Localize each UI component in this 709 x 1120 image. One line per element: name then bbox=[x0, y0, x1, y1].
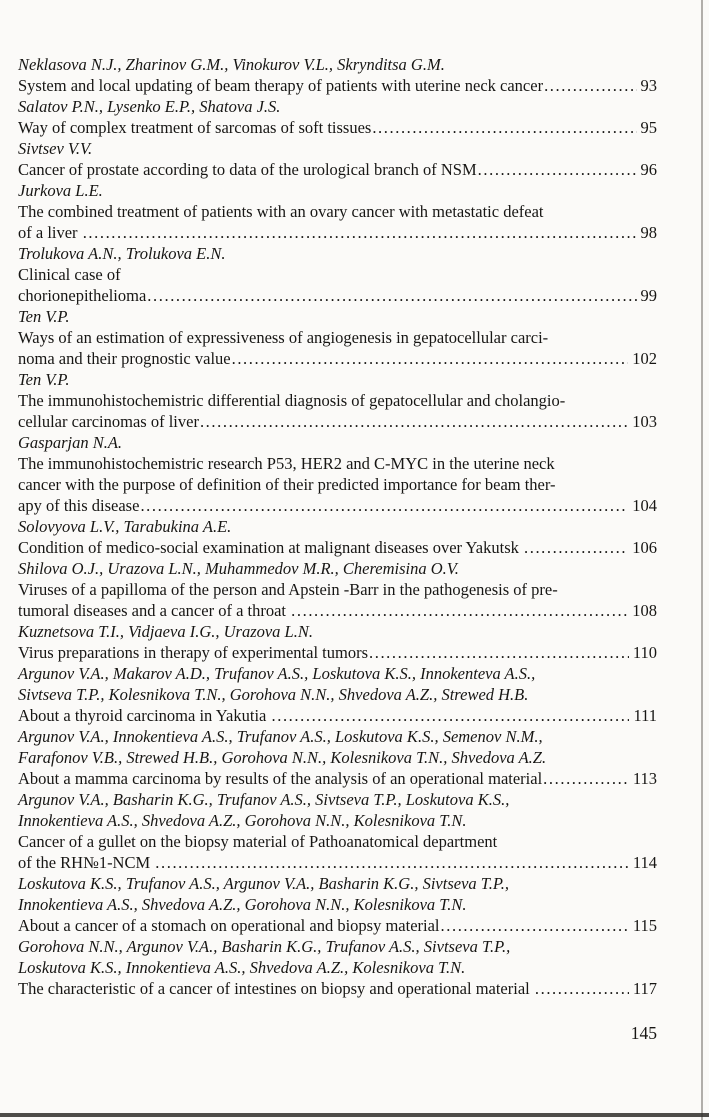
dot-leader bbox=[524, 537, 628, 558]
entry-title-text: System and local updating of beam therapy of patients with uterine neck cancer bbox=[18, 76, 544, 95]
entry-title-text: Virus preparations in therapy of experimental tumors bbox=[18, 643, 368, 662]
entry-author-line: Gorohova N.N., Argunov V.A., Basharin K.G., Trufanov A.S., Sivtseva T.P., bbox=[18, 937, 511, 956]
dot-leader bbox=[200, 411, 628, 432]
dot-leader bbox=[372, 117, 636, 138]
entry-page-number: 103 bbox=[632, 412, 657, 431]
entry-title-line: The combined treatment of patients with an ovary cancer with metastatic defeat bbox=[18, 202, 544, 221]
entry-page-number: 111 bbox=[633, 706, 657, 725]
toc-entry bbox=[18, 369, 657, 432]
entry-author-line: Ten V.P. bbox=[18, 370, 70, 389]
entry-author-line: Sivtsev V.V. bbox=[18, 139, 93, 158]
entry-title-last-line bbox=[18, 222, 657, 243]
entry-author-line: Ten V.P. bbox=[18, 307, 70, 326]
entry-page-number: 102 bbox=[632, 349, 657, 368]
toc-entry bbox=[18, 54, 657, 96]
entry-title-text: apy of this disease bbox=[18, 496, 140, 515]
dot-leader bbox=[140, 495, 628, 516]
entry-page-number: 115 bbox=[632, 916, 657, 935]
entry-author-line: Argunov V.A., Makarov A.D., Trufanov A.S., Loskutova K.S., Innokenteva A.S., bbox=[18, 664, 536, 683]
dot-leader bbox=[369, 642, 629, 663]
entry-page-number: 104 bbox=[632, 496, 657, 515]
entry-title-text: of a liver bbox=[18, 223, 82, 242]
entry-author-line: Farafonov V.B., Strewed H.B., Gorohova N.N., Kolesnikova T.N., Shvedova A.Z. bbox=[18, 748, 547, 767]
entry-author-line: Innokentieva A.S., Shvedova A.Z., Gorohova N.N., Kolesnikova T.N. bbox=[18, 811, 467, 830]
entry-author-line: Trolukova A.N., Trolukova E.N. bbox=[18, 244, 226, 263]
entry-page-number: 108 bbox=[632, 601, 657, 620]
entry-page-number: 113 bbox=[632, 769, 657, 788]
entry-author-line: Argunov V.A., Innokentieva A.S., Trufanov A.S., Loskutova K.S., Semenov N.M., bbox=[18, 727, 543, 746]
entry-author-line: Gasparjan N.A. bbox=[18, 433, 123, 452]
entry-author-line: Neklasova N.J., Zharinov G.M., Vinokurov V.L., Skrynditsa G.M. bbox=[18, 55, 445, 74]
entry-title-text: The characteristic of a cancer of intestines on biopsy and operational material bbox=[18, 979, 534, 998]
dot-leader bbox=[544, 75, 636, 96]
entry-title-line: Clinical case of bbox=[18, 265, 121, 284]
entry-title-last-line bbox=[18, 915, 657, 936]
toc-entry bbox=[18, 516, 657, 558]
dot-leader bbox=[155, 852, 629, 873]
dot-leader bbox=[535, 978, 629, 999]
entry-title-text: About a cancer of a stomach on operational and biopsy material bbox=[18, 916, 440, 935]
entry-title-line: Cancer of a gullet on the biopsy material of Pathoanatomical department bbox=[18, 832, 498, 851]
entry-title-last-line bbox=[18, 285, 657, 306]
entry-title-line: Ways of an estimation of expressiveness of angiogenesis in gepatocellular carci- bbox=[18, 328, 549, 347]
entry-author-line: Solovyova L.V., Tarabukina A.E. bbox=[18, 517, 232, 536]
dot-leader bbox=[83, 222, 637, 243]
entry-author-line: Jurkova L.E. bbox=[18, 181, 103, 200]
entry-author-line: Innokentieva A.S., Shvedova A.Z., Gorohova N.N., Kolesnikova T.N. bbox=[18, 895, 467, 914]
toc-entry bbox=[18, 138, 657, 180]
entry-title-last-line bbox=[18, 75, 657, 96]
toc-entry bbox=[18, 558, 657, 621]
toc-entry bbox=[18, 936, 657, 999]
toc-entry bbox=[18, 243, 657, 306]
entry-title-text: Condition of medico-social examination at malignant diseases over Yakutsk bbox=[18, 538, 523, 557]
entry-page-number: 93 bbox=[640, 76, 657, 95]
entry-title-text: Way of complex treatment of sarcomas of soft tissues bbox=[18, 118, 372, 137]
entry-page-number: 110 bbox=[632, 643, 657, 662]
entry-title-text: noma and their prognostic value bbox=[18, 349, 231, 368]
entry-page-number: 98 bbox=[640, 223, 657, 242]
dot-leader bbox=[478, 159, 637, 180]
entry-page-number: 96 bbox=[640, 160, 657, 179]
entry-title-last-line bbox=[18, 117, 657, 138]
entry-title-text: of the RH№1-NCM bbox=[18, 853, 155, 872]
entry-title-text: Cancer of prostate according to data of the urological branch of NSM bbox=[18, 160, 477, 179]
entry-author-line: Argunov V.A., Basharin K.G., Trufanov A.S., Sivtseva T.P., Loskutova K.S., bbox=[18, 790, 510, 809]
entry-author-line: Sivtseva T.P., Kolesnikova T.N., Gorohova N.N., Shvedova A.Z., Strewed H.B. bbox=[18, 685, 529, 704]
toc-entry bbox=[18, 789, 657, 873]
entry-title-line: Viruses of a papilloma of the person and Apstein -Barr in the pathogenesis of pre- bbox=[18, 580, 558, 599]
entry-title-text: chorionepithelioma bbox=[18, 286, 147, 305]
dot-leader bbox=[232, 348, 629, 369]
entry-author-line: Loskutova K.S., Trufanov A.S., Argunov V.A., Basharin K.G., Sivtseva T.P., bbox=[18, 874, 510, 893]
entry-title-last-line bbox=[18, 768, 657, 789]
dot-leader bbox=[441, 915, 629, 936]
entry-title-line: The immunohistochemistric research P53, HER2 and C-MYC in the uterine neck bbox=[18, 454, 555, 473]
entry-author-line: Salatov P.N., Lysenko E.P., Shatova J.S. bbox=[18, 97, 281, 116]
entry-title-text: About a thyroid carcinoma in Yakutia bbox=[18, 706, 271, 725]
entry-title-text: tumoral diseases and a cancer of a throat bbox=[18, 601, 291, 620]
entry-author-line: Loskutova K.S., Innokentieva A.S., Shvedova A.Z., Kolesnikova T.N. bbox=[18, 958, 466, 977]
entry-title-last-line bbox=[18, 159, 657, 180]
entry-title-text: About a mamma carcinoma by results of the analysis of an operational material bbox=[18, 769, 543, 788]
toc-entries bbox=[18, 54, 657, 999]
entry-page-number: 95 bbox=[640, 118, 657, 137]
toc-entry bbox=[18, 432, 657, 516]
entry-page-number: 99 bbox=[640, 286, 657, 305]
toc-entry bbox=[18, 621, 657, 663]
entry-title-last-line bbox=[18, 642, 657, 663]
entry-title-line: cancer with the purpose of definition of their predicted importance for beam ther- bbox=[18, 475, 556, 494]
entry-title-last-line bbox=[18, 411, 657, 432]
entry-title-last-line bbox=[18, 537, 657, 558]
toc-entry bbox=[18, 180, 657, 243]
entry-page-number: 106 bbox=[632, 538, 657, 557]
entry-title-last-line bbox=[18, 495, 657, 516]
entry-page-number: 117 bbox=[632, 979, 657, 998]
entry-title-last-line bbox=[18, 978, 657, 999]
dot-leader bbox=[272, 705, 630, 726]
entry-title-line: The immunohistochemistric differential diagnosis of gepatocellular and cholangio- bbox=[18, 391, 566, 410]
toc-entry bbox=[18, 306, 657, 369]
entry-title-last-line bbox=[18, 852, 657, 873]
entry-title-last-line bbox=[18, 348, 657, 369]
entry-author-line: Shilova O.J., Urazova L.N., Muhammedov M.R., Cheremisina O.V. bbox=[18, 559, 459, 578]
toc-entry bbox=[18, 663, 657, 726]
entry-title-last-line bbox=[18, 600, 657, 621]
toc-entry bbox=[18, 96, 657, 138]
entry-author-line: Kuznetsova T.I., Vidjaeva I.G., Urazova L.N. bbox=[18, 622, 313, 641]
entry-page-number: 114 bbox=[632, 853, 657, 872]
dot-leader bbox=[147, 285, 636, 306]
scan-edge-bottom bbox=[0, 1113, 709, 1117]
dot-leader bbox=[291, 600, 628, 621]
scan-edge-right bbox=[701, 0, 703, 1120]
toc-entry bbox=[18, 873, 657, 936]
entry-title-text: cellular carcinomas of liver bbox=[18, 412, 199, 431]
entry-title-last-line bbox=[18, 705, 657, 726]
page-number: 145 bbox=[630, 1023, 657, 1043]
toc-entry bbox=[18, 726, 657, 789]
dot-leader bbox=[543, 768, 629, 789]
